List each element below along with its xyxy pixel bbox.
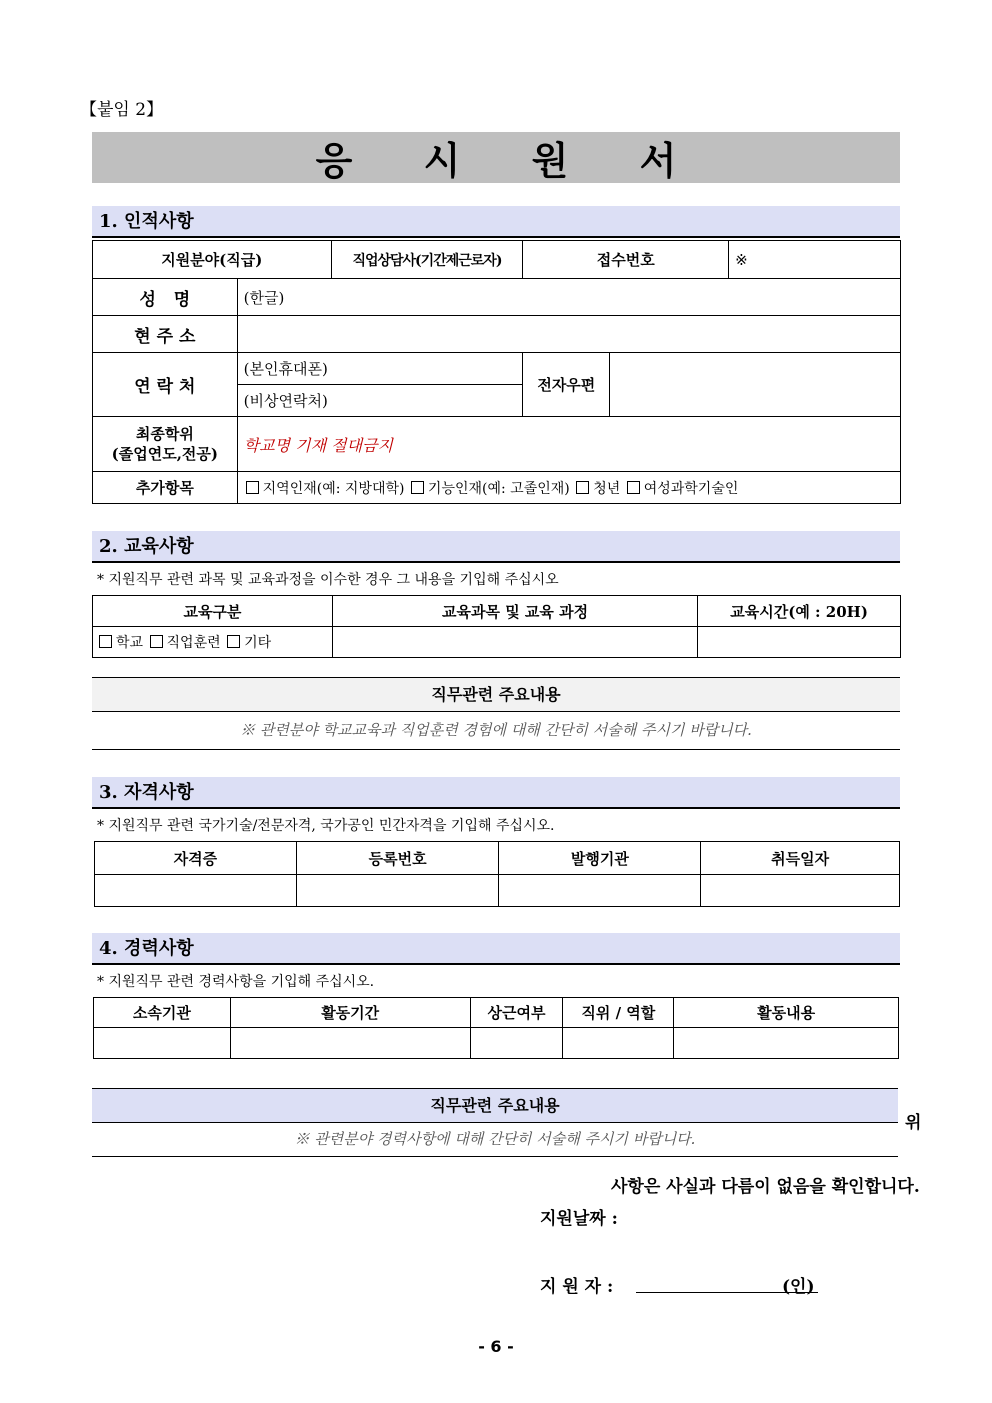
email-label: 전자우편 <box>523 353 610 417</box>
col-edu-course: 교육과목 및 교육 과정 <box>332 596 697 627</box>
education-table <box>92 595 901 658</box>
section-heading-career: 4. 경력사항 <box>92 933 900 965</box>
activity-field[interactable] <box>674 1028 899 1059</box>
confirm-statement: 사항은 사실과 다름이 없음을 확인합니다. <box>611 1177 920 1197</box>
contact-label: 연 락 처 <box>93 353 238 417</box>
col-reg-no: 등록번호 <box>296 842 499 875</box>
option-label: 직업훈련 <box>166 635 221 651</box>
seal-mark: (인) <box>782 1277 815 1297</box>
edu-type-options <box>93 627 333 658</box>
section-heading-qualification: 3. 자격사항 <box>92 777 900 809</box>
education-warning[interactable]: 학교명 기재 절대금지 <box>237 417 900 472</box>
section-heading-personal: 1. 인적사항 <box>92 206 900 238</box>
career-job-content-note[interactable]: ※ 관련분야 경력사항에 대해 간단히 서술해 주시기 바랍니다. <box>92 1122 898 1157</box>
field-value[interactable]: 직업상담사(기간제근로자) <box>331 241 523 279</box>
col-org: 소속기관 <box>94 998 231 1028</box>
col-issuer: 발행기관 <box>499 842 701 875</box>
cert-field[interactable] <box>95 875 297 907</box>
title-char: 시 <box>423 139 461 183</box>
email-field[interactable] <box>610 353 901 417</box>
checkbox[interactable] <box>576 481 589 494</box>
checkbox[interactable] <box>99 635 112 648</box>
career-table <box>93 997 899 1059</box>
reg-no-field[interactable] <box>296 875 499 907</box>
title-char: 응 <box>315 139 353 183</box>
extra-label: 추가항목 <box>93 472 238 504</box>
period-field[interactable] <box>230 1028 470 1059</box>
col-fulltime: 상근여부 <box>470 998 563 1028</box>
receipt-label: 접수번호 <box>523 241 729 279</box>
address-field[interactable] <box>237 316 900 353</box>
checkbox[interactable] <box>227 635 240 648</box>
career-note: * 지원직무 관련 경력사항을 기입해 주십시오. <box>97 974 375 990</box>
apply-date-label: 지원날짜 : <box>540 1209 618 1229</box>
option-label: 기능인재(예: 고졸인재) <box>427 480 570 497</box>
qualification-note: * 지원직무 관련 국가기술/전문자격, 국가공인 민간자격을 기입해 주십시오. <box>97 818 555 834</box>
checkbox[interactable] <box>150 635 163 648</box>
col-role: 직위 / 역할 <box>563 998 674 1028</box>
education-label-line2: (졸업연도,전공) <box>111 445 218 463</box>
education-label-line1: 최종학위 <box>135 425 194 443</box>
qualification-table <box>94 841 900 907</box>
emergency-field[interactable]: (비상연락처) <box>237 385 523 417</box>
issuer-field[interactable] <box>499 875 701 907</box>
edu-course-field[interactable] <box>332 627 697 658</box>
col-cert: 자격증 <box>95 842 297 875</box>
mobile-field[interactable]: (본인휴대폰) <box>237 353 523 385</box>
wi-text: 위 <box>905 1113 922 1133</box>
section-heading-education: 2. 교육사항 <box>92 531 900 563</box>
address-label: 현 주 소 <box>93 316 238 353</box>
org-field[interactable] <box>94 1028 231 1059</box>
field-label: 지원분야(직급) <box>93 241 332 279</box>
col-date: 취득일자 <box>701 842 900 875</box>
job-content-heading: 직무관련 주요내용 <box>92 677 900 712</box>
option-label: 기타 <box>244 635 272 651</box>
extra-options <box>237 472 900 504</box>
personal-info-table <box>92 240 901 504</box>
receipt-value[interactable]: ※ <box>729 241 901 279</box>
title-char: 서 <box>639 139 677 183</box>
name-label: 성 명 <box>93 279 238 316</box>
education-label <box>93 417 238 472</box>
option-label: 지역인재(예: 지방대학) <box>262 480 405 497</box>
applicant-label: 지 원 자 : <box>540 1277 614 1297</box>
option-label: 학교 <box>116 635 144 651</box>
col-activity: 활동내용 <box>674 998 899 1028</box>
fulltime-field[interactable] <box>470 1028 563 1059</box>
job-content-note[interactable]: ※ 관련분야 학교교육과 직업훈련 경험에 대해 간단히 서술해 주시기 바랍니다. <box>92 711 900 750</box>
education-note: * 지원직무 관련 과목 및 교육과정을 이수한 경우 그 내용을 기입해 주십시오 <box>97 572 559 588</box>
title-char: 원 <box>531 139 569 183</box>
page-number: - 6 - <box>478 1337 514 1356</box>
edu-hours-field[interactable] <box>698 627 901 658</box>
form-title <box>92 132 900 183</box>
date-field[interactable] <box>701 875 900 907</box>
option-label: 청년 <box>593 480 621 497</box>
option-label: 여성과학기술인 <box>643 480 739 497</box>
col-edu-hours: 교육시간(예 : 20H) <box>698 596 901 627</box>
checkbox[interactable] <box>246 481 259 494</box>
col-edu-type: 교육구분 <box>93 596 333 627</box>
checkbox[interactable] <box>627 481 640 494</box>
attachment-label: 【붙임 2】 <box>80 100 164 120</box>
career-job-content-heading: 직무관련 주요내용 <box>92 1088 898 1123</box>
col-period: 활동기간 <box>230 998 470 1028</box>
checkbox[interactable] <box>411 481 424 494</box>
name-field[interactable]: (한글) <box>237 279 900 316</box>
role-field[interactable] <box>563 1028 674 1059</box>
